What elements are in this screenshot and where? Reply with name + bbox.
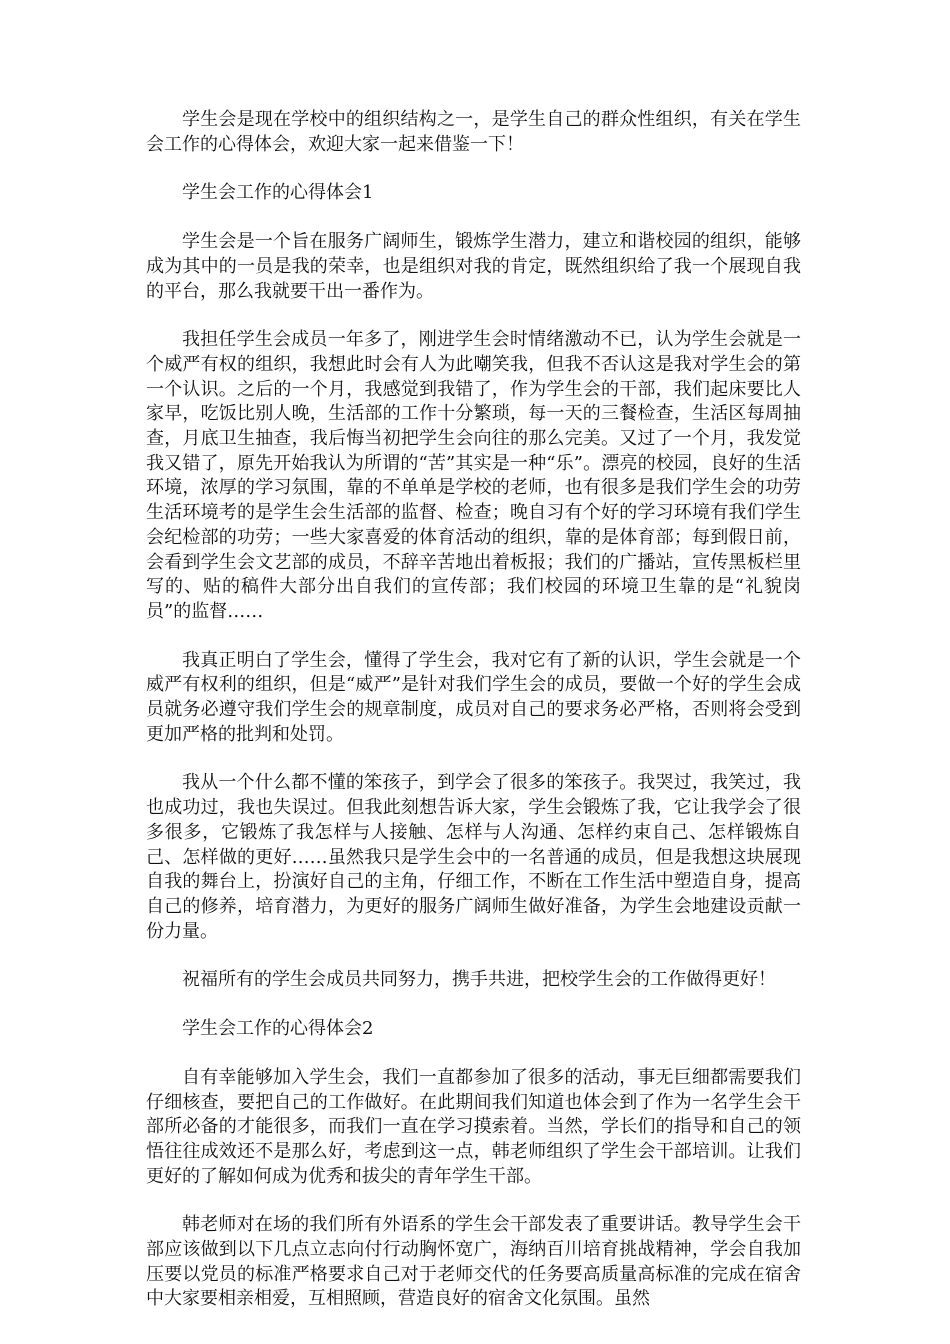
section-1-paragraph: 学生会是一个旨在服务广阔师生，锻炼学生潜力，建立和谐校园的组织，能够成为其中的一员是我的荣幸，也是组织对我的肯定，既然组织给了我一个展现自我的平台，那么我就要干出一番作为。	[146, 231, 801, 302]
section-2-paragraph: 韩老师对在场的我们所有外语系的学生会干部发表了重要讲话。教导学生会干部应该做到以下几点立志向付行动胸怀宽广，海纳百川培育挑战精神，学会自我加压要以党员的标准严格要求自己对于老师交代的任务要高质量高标准的完成在宿舍中大家要相亲相爱，互相照顾，营造良好的宿舍文化氛围。虽然	[146, 1214, 801, 1310]
section-1-paragraph: 我真正明白了学生会，懂得了学生会，我对它有了新的认识，学生会就是一个威严有权利的组织，但是“威严”是针对我们学生会的成员，要做一个好的学生会成员就务必遵守我们学生会的规章制度，成员对自己的要求务必严格，否则将会受到更加严格的批判和处罚。	[146, 649, 801, 745]
section-2-title: 学生会工作的心得体会2	[182, 1018, 374, 1040]
section-1-paragraph: 祝福所有的学生会成员共同努力，携手共进，把校学生会的工作做得更好！	[182, 969, 776, 991]
document-body	[146, 108, 801, 1336]
section-1-paragraph: 我从一个什么都不懂的笨孩子，到学会了很多的笨孩子。我哭过，我笑过，我也成功过，我也失误过。但我此刻想告诉大家，学生会锻炼了我，它让我学会了很多很多，它锻炼了我怎样与人接触、怎样与人沟通、怎样约束自己、怎样锻炼自己、怎样做的更好……虽然我只是学生会中的一名普通的成员，但是我想这块展现自我的舞台上，扮演好自己的主角，仔细工作，不断在工作生活中塑造自身，提高自己的修养，培育潜力，为更好的服务广阔师生做好准备，为学生会地建设贡献一份力量。	[146, 772, 801, 942]
intro-paragraph: 学生会是现在学校中的组织结构之一，是学生自己的群众性组织，有关在学生会工作的心得体会，欢迎大家一起来借鉴一下！	[146, 109, 801, 155]
section-2-paragraph: 自有幸能够加入学生会，我们一直都参加了很多的活动，事无巨细都需要我们仔细核查，要把自己的工作做好。在此期间我们知道也体会到了作为一名学生会干部所必备的才能很多，而我们一直在学习摸索着。当然，学长们的指导和自己的领悟往往成效还不是那么好，考虑到这一点，韩老师组织了学生会干部培训。让我们更好的了解如何成为优秀和拔尖的青年学生干部。	[146, 1066, 801, 1187]
section-1-title: 学生会工作的心得体会1	[182, 182, 374, 204]
section-1-paragraph: 我担任学生会成员一年多了，刚进学生会时情绪激动不已，认为学生会就是一个威严有权的组织，我想此时会有人为此嘲笑我，但我不否认这是我对学生会的第一个认识。之后的一个月，我感觉到我错了，作为学生会的干部，我们起床要比人家早，吃饭比别人晚，生活部的工作十分繁琐，每一天的三餐检查，生活区每周抽查，月底卫生抽查，我后悔当初把学生会向往的那么完美。又过了一个月，我发觉我又错了，原先开始我认为所谓的“苦”其实是一种“乐”。漂亮的校园，良好的生活环境，浓厚的学习氛围，靠的不单单是学校的老师，也有很多是我们学生会的功劳生活环境考的是学生会生活部的监督、检查；晚自习有个好的学习环境有我们学生会纪检部的功劳；一些大家喜爱的体育活动的组织，靠的是体育部；每到假日前，会看到学生会文艺部的成员，不辞辛苦地出着板报；我们的广播站，宣传黑板栏里写的、贴的稿件大部分出自我们的宣传部；我们校园的环境卫生靠的是“礼貌岗员”的监督……	[146, 329, 801, 622]
